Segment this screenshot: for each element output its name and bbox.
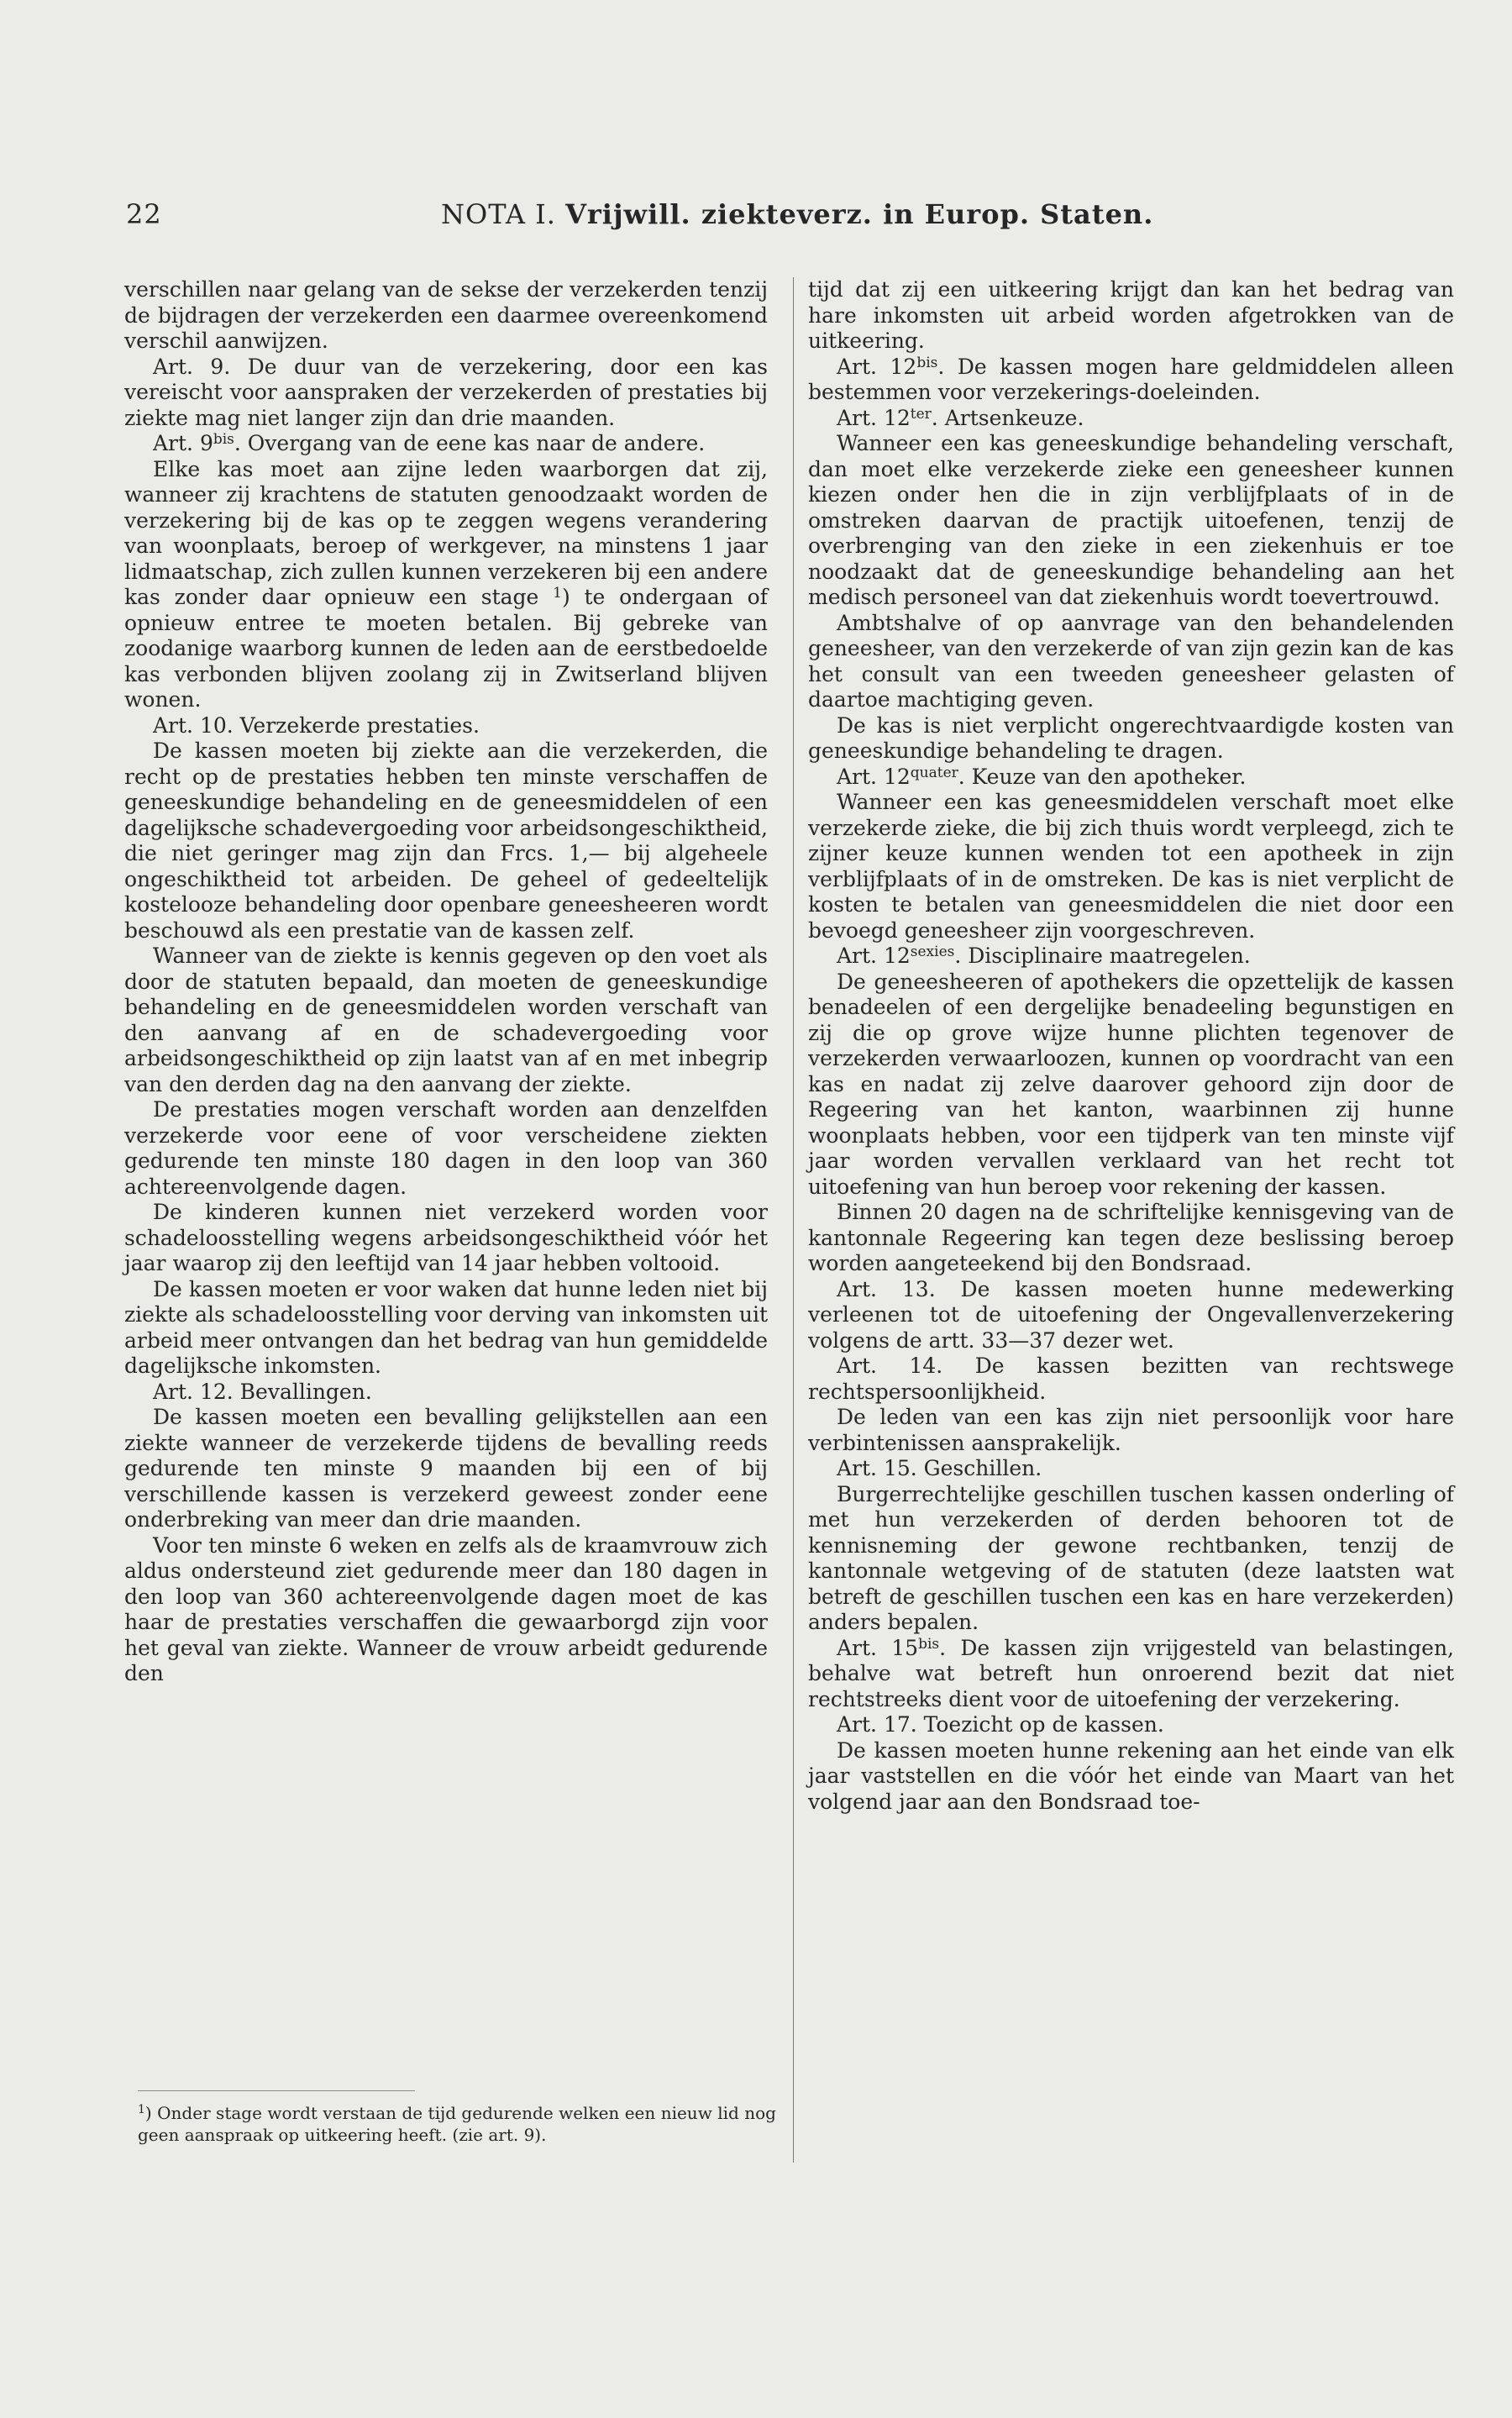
article-heading [808,355,1454,406]
article-number: Art. 12 [837,354,917,379]
paragraph-text: ) te ondergaan of opnieuw entree te moeten betalen. Bij gebreke van zoodanige waarborg kunnen de leden aan de eerstbedoelde kas verbonden blijven zoolang zij in Zwitserland blijven wonen. [124,585,768,712]
paragraph: De kinderen kunnen niet verzekerd worden voor schadeloosstelling wegens arbeidsongeschiktheid vóór het jaar waarop zij den leeftijd van 14 jaar hebben voltooid. [124,1200,768,1275]
column-divider [793,277,794,2163]
paragraph: Ambtshalve of op aanvrage van den behandelenden geneesheer, van den verzekerde of van zijn gezin kan de kas het consult van een tweeden geneesheer gelasten of daartoe machtiging geven. [808,610,1454,712]
article-title: . Overgang van de eene kas naar de andere. [234,431,706,455]
paragraph: Art. 14. De kassen bezitten van rechtswege rechtspersoonlijkheid. [808,1354,1454,1404]
right-column [808,277,1454,1815]
page-number: 22 [126,198,162,230]
paragraph: De leden van een kas zijn niet persoonlijk voor hare verbintenissen aansprakelijk. [808,1405,1454,1455]
footnote-marker: 1 [553,585,562,602]
paragraph: Binnen 20 dagen na de schriftelijke kennisgeving van de kantonnale Regeering kan tegen deze beslissing beroep worden aangeteekend bij den Bondsraad. [808,1200,1454,1275]
article-number: Art. 12 [837,944,911,968]
paragraph: tijd dat zij een uitkeering krijgt dan kan het bedrag van hare inkomsten uit arbeid worden afgetrokken van de uitkeering. [808,277,1454,353]
paragraph: Burgerrechtelijke geschillen tuschen kassen onderling of met hun verzekerden of derden behooren tot de kennisneming der gewone rechtbanken, tenzij de kantonnale wetgeving of de statuten (deze laatsten wat betreft de geschillen tuschen een kas en hare verzekerden) anders bepalen. [808,1481,1454,1634]
paragraph: Wanneer een kas geneeskundige behandeling verschaft, dan moet elke verzekerde zieke een geneesheer kunnen kiezen onder hen die in zijn verblijfplaats of in de omstreken daarvan de practijk uitoefenen, tenzij de overbrenging van den zieke in een ziekenhuis er toe noodzaakt dat de geneeskundige behandeling aan het medisch personeel van dat ziekenhuis wordt toevertrouwd. [808,431,1454,609]
article-heading [808,944,1454,970]
paragraph: De geneesheeren of apothekers die opzettelijk de kassen benadeelen of een dergelijke benadeeling begunstigen en zij die op grove wijze hunne plichten tegenover de verzekerden verwaarloozen, kunnen op voordracht van een kas en nadat zij zelve daarover gehoord zijn door de Regeering van het kanton, waarbinnen zij hunne woonplaats hebben, voor een tijdperk van ten minste vijf jaar worden vervallen verklaard van het recht tot uitoefening van hun beroep voor rekening der kassen. [808,969,1454,1199]
article-number: Art. 9 [153,431,213,455]
footnote-rule [138,2090,415,2091]
paragraph: De kassen moeten een bevalling gelijkstellen aan een ziekte wanneer de verzekerde tijdens de bevalling reeds gedurende ten minste 9 maanden bij een of bij verschillende kassen is verzekerd geweest zonder eene onderbreking van meer dan drie maanden. [124,1405,768,1532]
article-heading [808,406,1454,432]
article-title: . De kassen mogen hare geldmiddelen alleen bestemmen voor verzekerings-doeleinden. [808,354,1454,404]
footnote-marker: 1 [138,2103,145,2116]
article-number: Art. 15 [837,1635,919,1660]
paragraph: De kas is niet verplicht ongerechtvaardigde kosten van geneeskundige behandeling te dragen. [808,712,1454,763]
article-suffix: bis [916,354,938,371]
paragraph: Art. 9. De duur van de verzekering, door een kas vereischt voor aanspraken der verzekerden of prestaties bij ziekte mag niet langer zijn dan drie maanden. [124,354,768,430]
paragraph: Wanneer van de ziekte is kennis gegeven op den voet als door de statuten bepaald, dan moeten de geneeskundige behandeling en de geneesmiddelen worden verschaft van den aanvang af en de schadevergoeding voor arbeidsongeschiktheid op zijn laatst van af en met inbegrip van den derden dag na den aanvang der ziekte. [124,944,768,1096]
paragraph: Wanneer een kas geneesmiddelen verschaft moet elke verzekerde zieke, die bij zich thuis wordt verpleegd, zich te zijner keuze kunnen wenden tot een apotheek in zijn verblijfplaats of in de omstreken. De kas is niet verplicht de kosten te betalen van geneesmiddelen die niet door een bevoegd geneesheer zijn voorgeschreven. [808,790,1454,943]
article-heading: Art. 15. Geschillen. [837,1456,1042,1480]
running-title-prefix: NOTA I. [441,198,566,230]
paragraph: De prestaties mogen verschaft worden aan denzelfden verzekerde voor eene of voor verscheidene ziekten gedurende ten minste 180 dagen in den loop van 360 achtereenvolgende dagen. [124,1097,768,1199]
paragraph: Voor ten minste 6 weken en zelfs als de kraamvrouw zich aldus ondersteund ziet gedurende meer dan 180 dagen in den loop van 360 achtereenvolgende dagen moet de kas haar de prestaties verschaffen die gewaarborgd zijn voor het geval van ziekte. Wanneer de vrouw arbeidt gedurende den [124,1532,768,1685]
running-title-emphasis: Vrijwill. ziekteverz. in Europ. Staten. [565,198,1154,230]
article-heading [808,765,1454,791]
footnote [138,2102,776,2146]
paragraph: De kassen moeten bij ziekte aan die verzekerden, die recht op de prestaties hebben ten minste verschaffen de geneeskundige behandeling en de geneesmiddelen of een dagelijksche schadevergoeding voor arbeidsongeschiktheid, die niet geringer mag zijn dan Frcs. 1,— bij algeheele ongeschiktheid tot arbeiden. De geheel of gedeeltelijk kostelooze behandeling door openbare geneesheeren wordt beschouwd als een prestatie van de kassen zelf. [124,739,768,943]
article-title: . De kassen zijn vrijgesteld van belastingen, behalve wat betreft hun onroerend bezit dat niet rechtstreeks dient voor de uitoefening der verzekering. [808,1635,1455,1711]
article-number: Art. 12 [837,764,911,789]
article-suffix: sexies [910,944,955,960]
article-title: . Disciplinaire maatregelen. [954,944,1251,968]
paragraph: Art. 13. De kassen moeten hunne medewerking verleenen tot de uitoefening der Ongevallenverzekering volgens de artt. 33—37 dezer wet. [808,1276,1454,1353]
paragraph: verschillen naar gelang van de sekse der verzekerden tenzij de bijdragen der verzekerden een daarmee overeenkomend verschil aanwijzen. [124,277,768,353]
paragraph: De kassen moeten hunne rekening aan het einde van elk jaar vaststellen en die vóór het einde van Maart van het volgend jaar aan den Bondsraad toe- [808,1737,1454,1814]
article-heading [808,1636,1454,1713]
article-title: . Keuze van den apotheker. [958,764,1247,789]
paragraph [124,457,768,713]
left-column [124,277,768,1687]
article-heading: Art. 10. Verzekerde prestaties. [153,712,480,738]
footnote-text: ) Onder stage wordt verstaan de tijd gedurende welken een nieuw lid nog geen aanspraak op uitkeering heeft. (zie art. 9). [138,2103,776,2145]
running-title [441,198,1153,230]
article-heading [124,431,768,457]
article-suffix: ter [910,405,932,423]
article-number: Art. 12 [837,405,911,430]
article-heading: Art. 12. Bevallingen. [153,1379,372,1404]
article-title: . Artsenkeuze. [931,405,1084,430]
paragraph: De kassen moeten er voor waken dat hunne leden niet bij ziekte als schadeloosstelling voor derving van inkomsten uit arbeid meer ontvangen dan het bedrag van hun gemiddelde dagelijksche inkomsten. [124,1276,768,1378]
article-heading: Art. 17. Toezicht op de kassen. [837,1712,1164,1737]
article-suffix: bis [213,431,234,448]
paragraph-text: Elke kas moet aan zijne leden waarborgen dat zij, wanneer zij krachtens de statuten genoodzaakt worden de verzekering bij de kas op te zeggen wegens verandering van woonplaats, beroep of werkgever, na minstens 1 jaar lidmaatschap, zich zullen kunnen verzekeren bij een andere kas zonder daar opnieuw een stage [124,456,768,609]
article-suffix: quater [910,764,958,781]
page-header [126,198,1420,235]
article-suffix: bis [918,1635,940,1653]
